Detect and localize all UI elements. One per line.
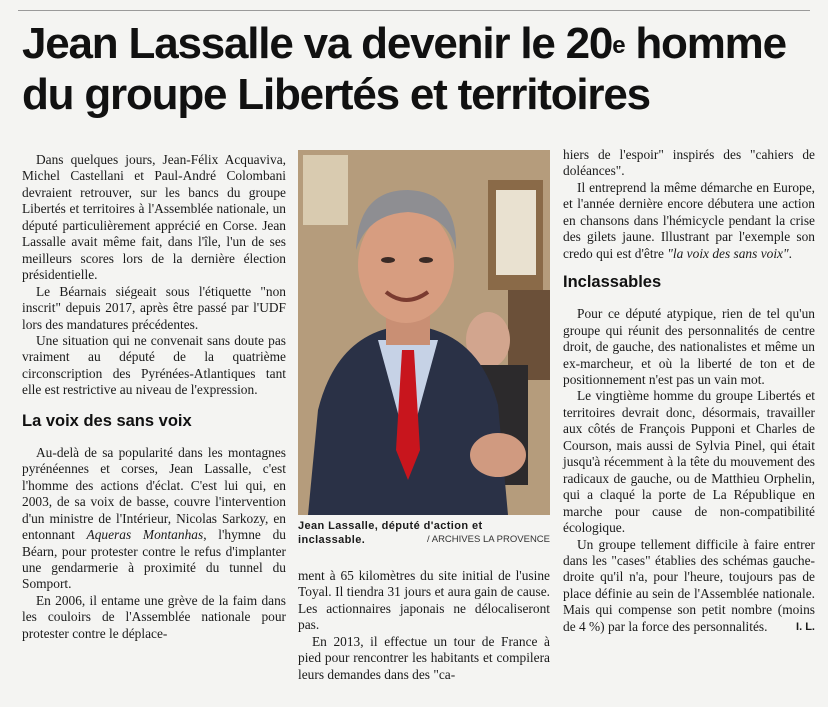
paragraph: Il entreprend la même démarche en Europe, et l'année dernière encore débutera une action en chansons dans l'hémicycle pendant la crise des gilets jaune. Illustrant par l'exemple son credo qui est d'être "la voix des sans voix".: [563, 179, 815, 261]
paragraph: Au-delà de sa popularité dans les montagnes pyrénéennes et corses, Jean Lassalle, c'est l'homme des actions d'éclat. C'est lui qui, en 2003, de sa voix de basse, couvre l'intervention d'un ministre de l'Intérieur, Nicolas Sarkozy, en entonnant Aqueras Montanhas, l'hymne du Béarn, pour protester contre le refus d'implanter une gendarmerie à proximité du tunnel du Somport.: [22, 444, 286, 592]
paragraph: ment à 65 kilomètres du site initial de l'usine Toyal. Il tiendra 31 jours et aura gain de cause. Les actionnaires japonais ne délocaliseront pas.: [298, 568, 550, 633]
article-photo: [298, 150, 550, 515]
paragraph: Le Béarnais siégeait sous l'étiquette "non inscrit" depuis 2017, après être passé par l'UDF lors des mandatures précédentes.: [22, 283, 286, 332]
headline-line2: du groupe Libertés et territoires: [22, 70, 650, 119]
article-column-1: [22, 152, 286, 642]
photo-caption: [298, 519, 550, 547]
paragraph: En 2006, il entame une grève de la faim dans les couloirs de l'Assemblée nationale pour protester contre le déplace-: [22, 592, 286, 641]
top-rule: [18, 10, 810, 11]
article-column-3: [563, 147, 815, 635]
caption-text: Jean Lassalle, député d'action et inclassable.: [298, 520, 483, 546]
paragraph: Pour ce député atypique, rien de tel qu'un groupe qui réunit des personnalités de centre droit, de gauche, des nationalistes et même un ex-marcheur, et où la liberté de ton et de positionnement n'est pas un vain mot.: [563, 306, 815, 387]
photo-credit: / ARCHIVES LA PROVENCE: [426, 534, 550, 545]
headline-line1: Jean Lassalle va devenir le 20e homme: [22, 19, 786, 68]
subheading-inclassables: Inclassables: [563, 273, 662, 292]
paragraph: Dans quelques jours, Jean-Félix Acquaviva, Michel Castellani et Paul-André Colombani devraient retrouver, sur les bancs du groupe Libertés et territoires à l'Assemblée nationale, un député particulièrement apprécié en Corse. Jean Lassalle avait même fait, dans l'île, l'un de ses meilleurs scores lors de la dernière élection présidentielle.: [22, 152, 286, 283]
paragraph: Un groupe tellement difficile à faire entrer dans les "cases" établies des schémas gauche-droite qu'il n'a, pour l'heure, toujours pas de place définie au sein de l'Assemblée nationale. Mais qui compense son petit nombre (moins de 4 %) par la force des personnalités. I. L.: [563, 536, 815, 634]
headline: [22, 18, 812, 120]
paragraph: Une situation qui ne convenait sans doute pas vraiment au député de la quatrième circonscription des Pyrénées-Atlantiques tant elle est restrictive au niveau de l'expression.: [22, 332, 286, 398]
author-signature: I. L.: [796, 620, 815, 633]
article-column-2: [298, 568, 550, 683]
paragraph: hiers de l'espoir" inspirés des "cahiers de doléances".: [563, 147, 815, 179]
paragraph: Le vingtième homme du groupe Libertés et territoires devrait donc, désormais, travailler aux côtés de François Pupponi et Charles de Courson, mais aussi de Sylvia Pinel, qui était jusqu'à récemment à la tête du mouvement des radicaux de gauche, ou de Matthieu Orphelin, qui a claqué la porte de La République en marche pour cause de non-compatibilité écologique.: [563, 388, 815, 536]
paragraph: En 2013, il effectue un tour de France à pied pour rencontrer les habitants et compilera leurs demandes dans des "ca-: [298, 633, 550, 682]
subheading-voix: La voix des sans voix: [22, 411, 192, 430]
